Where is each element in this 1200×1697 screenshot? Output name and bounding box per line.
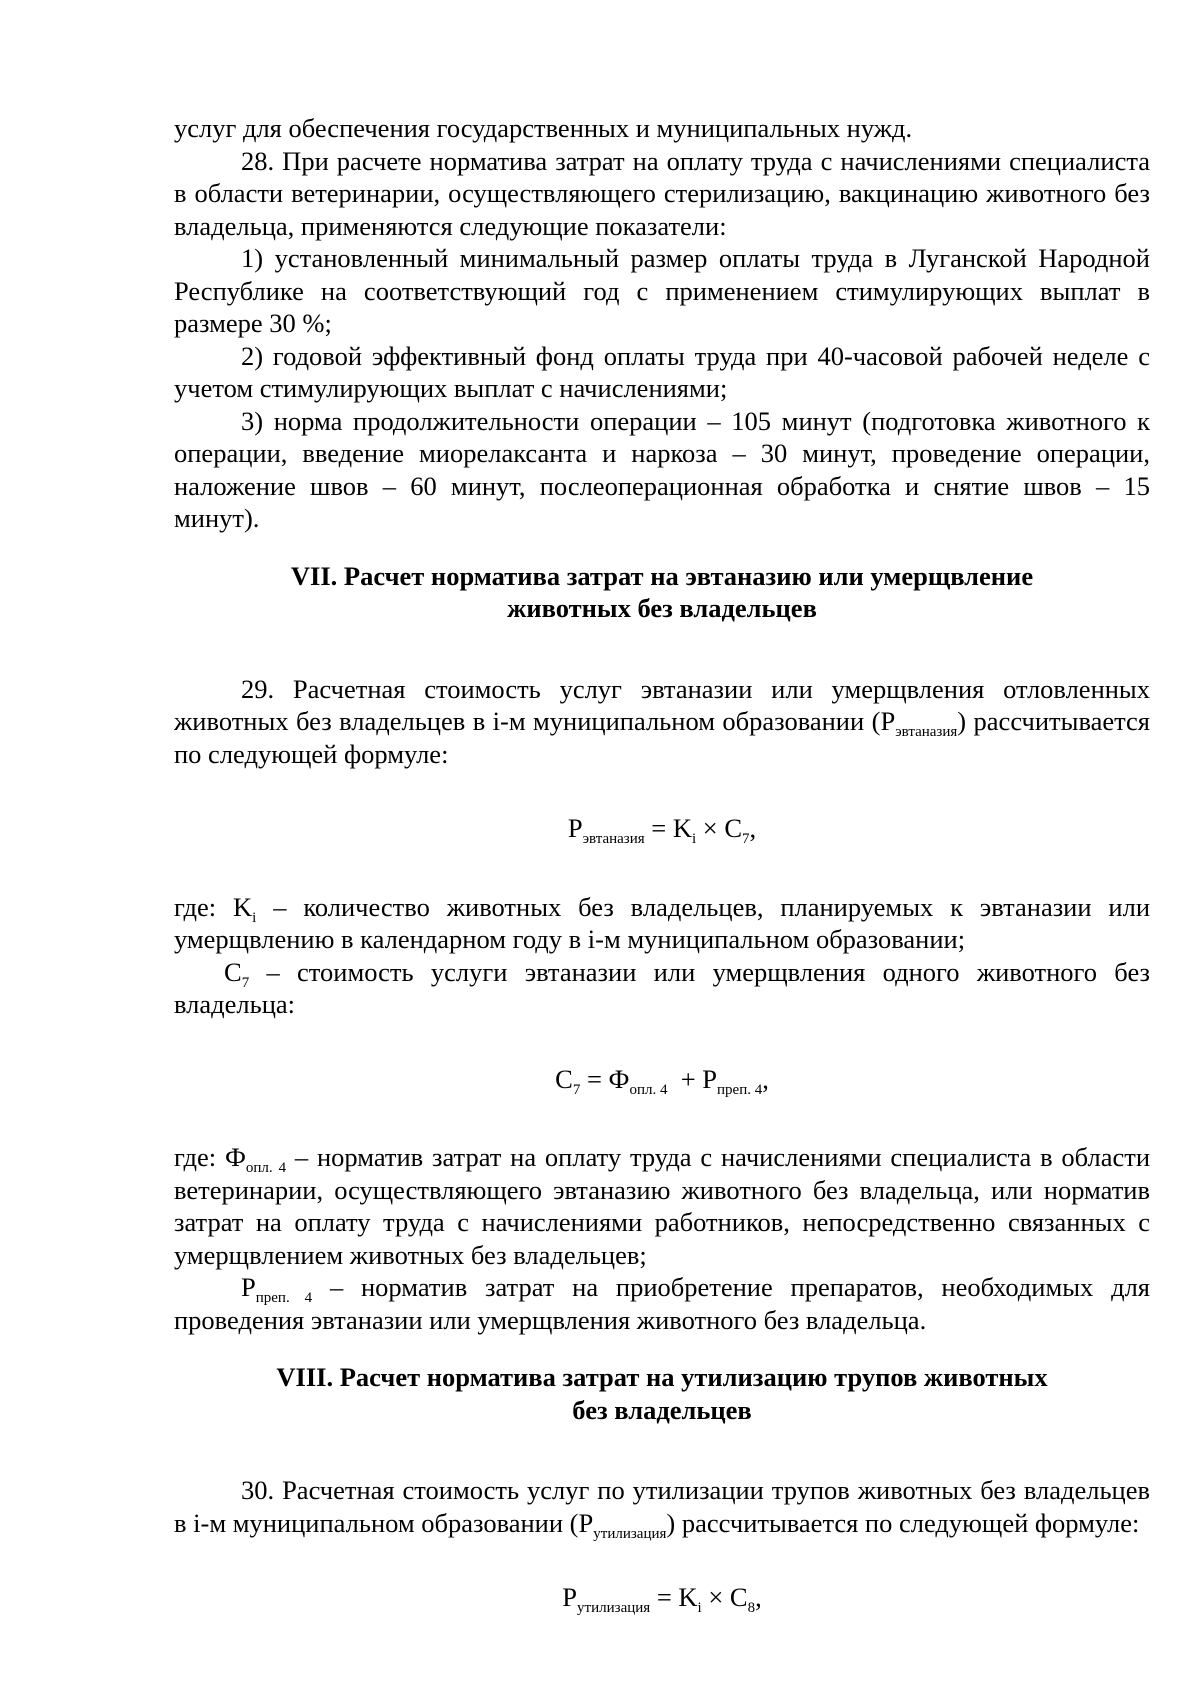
- formula-c7: $C_7 = Ф_{опл. 4} + P_{преп. 4}$,: [555, 1063, 769, 1098]
- document-page: [174, 112, 1150, 1614]
- definition-p-prep4: $P_{преп. 4}$ – норматив затрат на приобретение препаратов, необходимых для проведения эвтаназии или умерщвления животного без владельца.: [174, 1272, 1150, 1335]
- section-heading-7: [174, 560, 1150, 625]
- section-heading-8-line2: без владельцев: [572, 1394, 752, 1425]
- section-heading-7-line2: животных без владельцев: [507, 593, 817, 623]
- paragraph-28: 28. При расчете норматива затрат на оплату труда с начислениями специалиста в области ветеринарии, осуществляющего стерилизацию, вакцинацию животного без владельца, применяются следующие показатели:: [174, 145, 1150, 241]
- definition-c7: $C_7$ – стоимость услуги эвтаназии или умерщвления одного животного без владельца:: [174, 956, 1150, 1019]
- section-heading-7-line1: VII. Расчет норматива затрат на эвтаназию или умерщвление: [290, 560, 1034, 591]
- paragraph-29: 29. Расчетная стоимость услуг эвтаназии или умерщвления отловленных животных без владельцев в i-м муниципальном образовании $(P_{эвтаназия})$ рассчитывается по следующей формуле:: [174, 673, 1150, 769]
- definition-ki: где: $K_i$ – количество животных без владельцев, планируемых к эвтаназии или умерщвлению в календарном году в i-м муниципальном образовании;: [174, 891, 1150, 954]
- formula-euthanasia: $P_{эвтаназия} = K_i \times C_7$,: [567, 813, 757, 847]
- section-heading-8-line1: VIII. Расчет норматива затрат на утилизацию трупов животных: [276, 1362, 1048, 1392]
- definition-f-opl4: где: $Ф_{опл. 4}$ – норматив затрат на оплату труда с начислениями специалиста в области ветеринарии, осуществляющего эвтаназию животного без владельца, или норматив затрат на оплату труда с начислениями работников, непосредственно связанных с умерщвлением животных без владельцев;: [174, 1142, 1151, 1270]
- paragraph-intro-tail: услуг для обеспечения государственных и муниципальных нужд.: [174, 113, 913, 143]
- list-item-28-1: 1) установленный минимальный размер оплаты труда в Луганской Народной Республике на соответствующий год с применением стимулирующих выплат в размере 30 %;: [174, 243, 1150, 338]
- formula-utilization: $P_{утилизация} = K_i \times C_8$,: [562, 1582, 762, 1616]
- section-heading-8: [174, 1361, 1150, 1426]
- list-item-28-2: 2) годовой эффективный фонд оплаты труда при 40-часовой рабочей неделе с учетом стимулирующих выплат с начислениями;: [174, 340, 1150, 403]
- paragraph-30: 30. Расчетная стоимость услуг по утилизации трупов животных без владельцев в i-м муниципальном образовании $(P_{утилизация})$ рассчитывается по следующей формуле:: [174, 1475, 1150, 1542]
- list-item-28-3: 3) норма продолжительности операции – 105 минут (подготовка животного к операции, введение миорелаксанта и наркоза – 30 минут, проведение операции, наложение швов – 60 минут, послеоперационная обработка и снятие швов – 15 минут).: [174, 405, 1150, 533]
